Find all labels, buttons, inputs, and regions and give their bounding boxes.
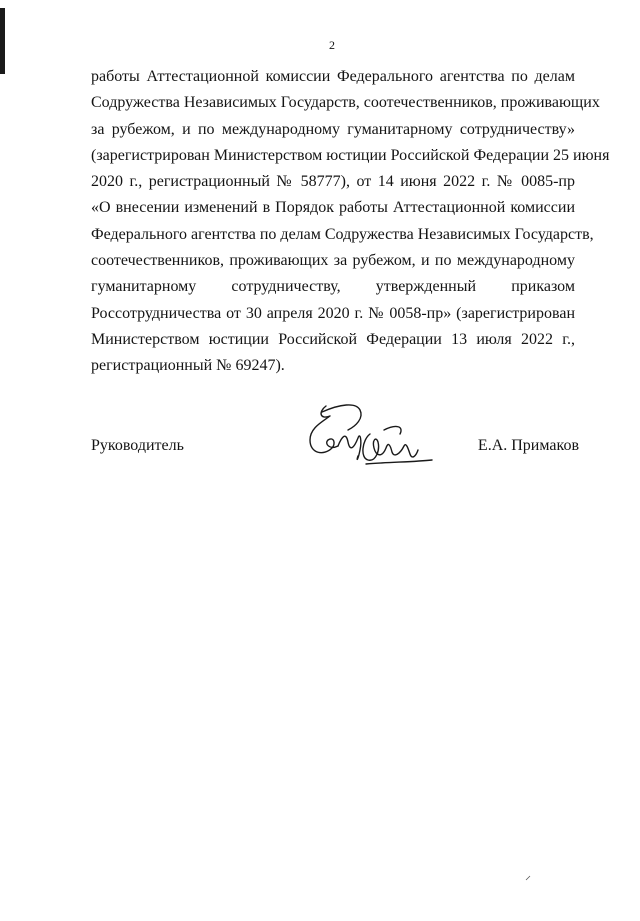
body-line: гуманитарному сотрудничеству, утвержденный приказом bbox=[91, 278, 575, 296]
body-line: 2020 г., регистрационный № 58777), от 14 июня 2022 г. № 0085-пр bbox=[91, 173, 575, 191]
page-number: 2 bbox=[329, 38, 335, 52]
signatory-name: Е.А. Примаков bbox=[477, 437, 579, 454]
body-line: Федерального агентства по делам Содружества Независимых Государств, bbox=[91, 225, 594, 243]
signatory-title: Руководитель bbox=[91, 437, 184, 454]
scan-speck bbox=[524, 872, 534, 882]
body-text bbox=[91, 64, 610, 380]
body-line: «О внесении изменений в Порядок работы Аттестационной комиссии bbox=[91, 199, 575, 217]
body-line: соотечественников, проживающих за рубежом, и по международному bbox=[91, 252, 575, 270]
body-line: работы Аттестационной комиссии Федерального агентства по делам bbox=[91, 68, 575, 85]
body-line: за рубежом, и по международному гуманитарному сотрудничеству» bbox=[91, 120, 575, 138]
body-line: (зарегистрирован Министерством юстиции Российской Федерации 25 июня bbox=[91, 146, 610, 164]
body-line: регистрационный № 69247). bbox=[91, 357, 285, 375]
body-line: Министерством юстиции Российской Федерации 13 июля 2022 г., bbox=[91, 330, 575, 348]
handwritten-signature bbox=[300, 400, 440, 470]
body-line: Содружества Независимых Государств, соотечественников, проживающих bbox=[91, 94, 600, 112]
body-line: Россотрудничества от 30 апреля 2020 г. № 0058-пр» (зарегистрирован bbox=[91, 304, 575, 322]
